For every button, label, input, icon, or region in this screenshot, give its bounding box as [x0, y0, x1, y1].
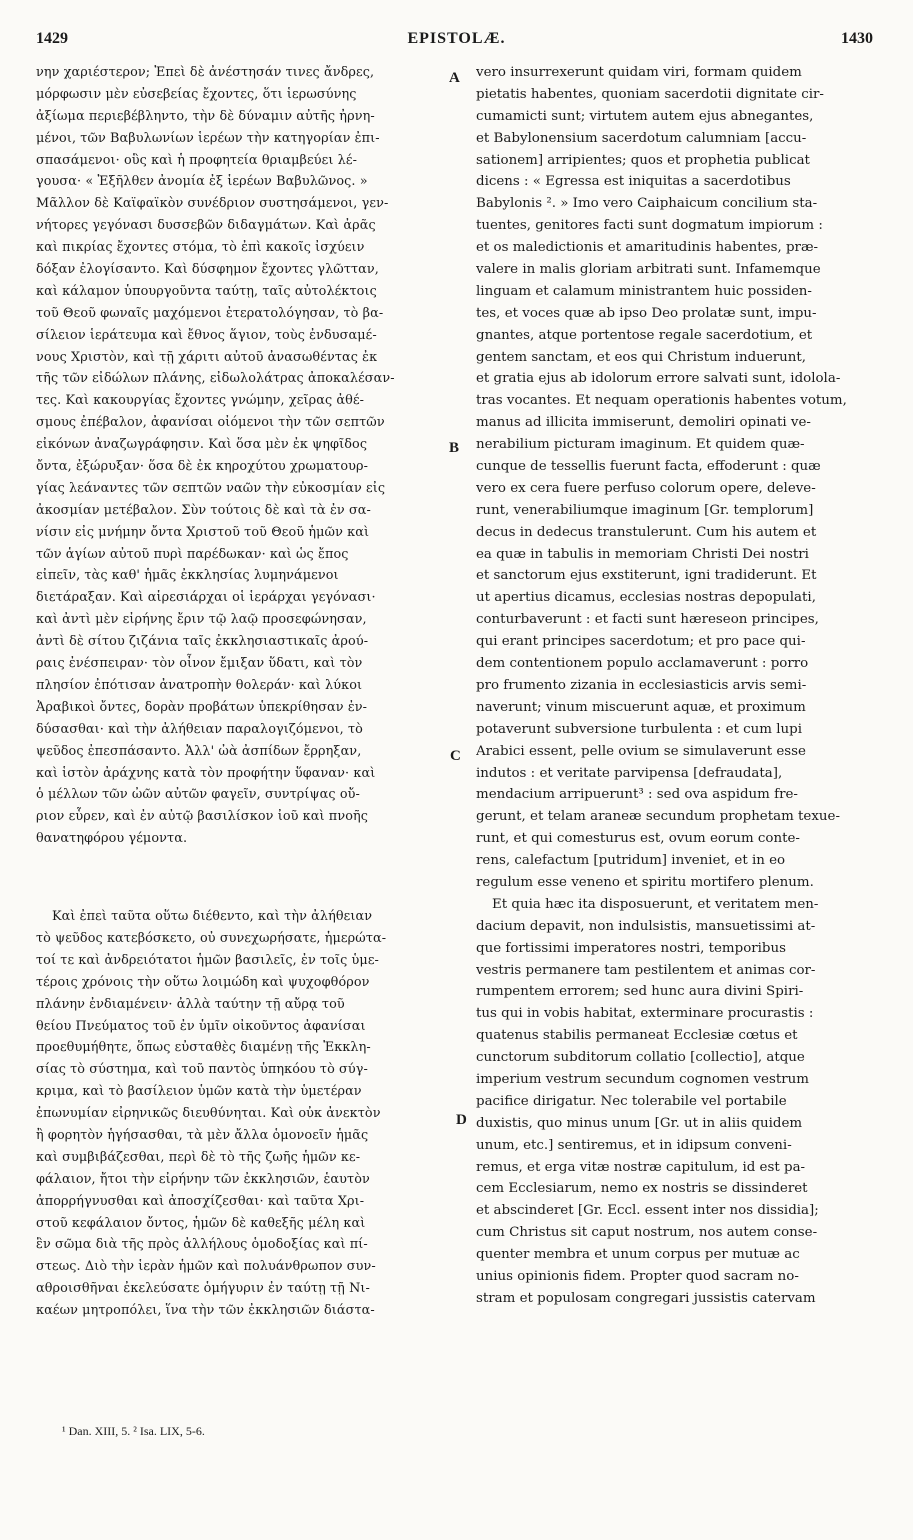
margin-marker-b: B	[449, 440, 460, 456]
text-line: διετάραξαν. Καὶ αἱρεσιάρχαι οἱ ἱεράρχαι γεγόνασι·	[36, 590, 376, 606]
text-line: vestris permanere tam pestilentem et animas cor-	[476, 962, 816, 978]
text-line: τοί τε καὶ ἀνδρειότατοι ἡμῶν βασιλεῖς, ἐν τοῖς ὑμε-	[36, 952, 379, 968]
greek-column	[36, 62, 461, 1322]
text-line: dem contentionem populo acclamaverunt : porro	[476, 656, 809, 672]
text-line: tras vocantes. Et nequam operationis habentes votum,	[476, 393, 847, 409]
text-line: et gratia ejus ab idolorum errore salvati sunt, idolola-	[476, 371, 841, 387]
greek-paragraph-2	[36, 906, 461, 1322]
footnote: ¹ Dan. XIII, 5. ² Isa. LIX, 5-6.	[62, 1424, 205, 1438]
text-line: linguam et calamum ministrantem huic possiden-	[476, 283, 812, 299]
text-line: ριον εὗρεν, καὶ ἐν αὐτῷ βασιλίσκον ἰοῦ καὶ πνοῆς	[36, 809, 369, 825]
text-line: decus in dedecus transtulerunt. Cum his autem et	[476, 524, 817, 540]
text-line: τέροις χρόνοις τὴν οὕτω λοιμώδη καὶ ψυχοφθόρον	[36, 974, 370, 990]
text-line: valere in malis gloriam arbitrati sunt. Infamemque	[476, 262, 821, 278]
text-line: dacium depavit, non indulsistis, mansuetissimi at-	[476, 918, 816, 934]
text-line: pietatis habentes, quoniam sacerdotii dignitate cir-	[476, 86, 824, 102]
text-line: unum, etc.] sentiremus, et in idipsum conveni-	[476, 1137, 792, 1153]
text-line: νίσιν εἰς μνήμην ὄντα Χριστοῦ τοῦ Θεοῦ ἡμῶν καὶ	[36, 524, 370, 540]
text-line: νην χαριέστερον; Ἐπεὶ δὲ ἀνέστησάν τινες ἄνδρες,	[36, 65, 375, 80]
text-line: sationem] arripientes; quos et prophetia publicat	[476, 152, 810, 168]
text-line: ut apertius dicamus, ecclesias nostras depopulati,	[476, 590, 816, 606]
text-line: ἀντὶ δὲ σίτου ζιζάνια ταῖς ἐκκλησιαστικαῖς ἀρού-	[36, 634, 369, 650]
text-line: remus, et erga vitæ nostræ capitulum, id est pa-	[476, 1159, 806, 1175]
text-line: δύσασθαι· καὶ τὴν ἀλήθειαν παραλογιζόμενοι, τὸ	[36, 721, 363, 737]
text-line: et os maledictionis et amaritudinis habentes, præ-	[476, 240, 819, 256]
latin-paragraph-2	[476, 894, 878, 1310]
text-line: gentem sanctam, et eos qui Christum induerunt,	[476, 349, 807, 365]
text-line: Babylonis ². » Imo vero Caiphaicum concilium sta-	[476, 196, 818, 212]
text-line: gerunt, et telam araneæ secundum prophetam texue-	[476, 809, 840, 825]
text-line: mendacium arripuerunt³ : sed ova aspidum fre-	[476, 787, 798, 803]
page-number-left: 1429	[36, 30, 68, 47]
text-line: νήτορες γεγόνασι δυσσεβῶν διδαγμάτων. Καὶ ἀρᾶς	[36, 218, 376, 234]
text-line: tus qui in vobis habitat, exterminare procurastis :	[476, 1006, 814, 1022]
text-line: αθροισθῆναι ἐκελεύσατε ὁμήγυριν ἐν ταύτῃ τῇ Νι-	[36, 1281, 370, 1297]
page-number-right: 1430	[841, 30, 873, 47]
text-line: dicens : « Egressa est iniquitas a sacerdotibus	[476, 174, 791, 190]
text-line: duxistis, quo minus unum [Gr. ut in aliis quidem	[476, 1115, 803, 1131]
greek-paragraph-1	[36, 62, 461, 850]
text-line: ἢ φορητὸν ἡγήσασθαι, τὰ μὲν ἄλλα ὁμονοεῖν ἡμᾶς	[36, 1127, 369, 1143]
text-line: ἓν σῶμα διὰ τῆς πρὸς ἀλλήλους ὁμοδοξίας καὶ πί-	[36, 1237, 368, 1253]
text-line: cum Christus sit caput nostrum, nos autem conse-	[476, 1225, 818, 1241]
text-line: ψεῦδος ἐπεσπάσαντο. Ἀλλ' ὠὰ ἀσπίδων ἔρρηξαν,	[36, 743, 362, 759]
text-line: ὁ μέλλων τῶν ὠῶν αὐτῶν φαγεῖν, συντρίψας οὔ-	[36, 787, 360, 803]
text-line: γουσα· « Ἐξῆλθεν ἀνομία ἐξ ἱερέων Βαβυλῶνος. »	[36, 174, 368, 190]
text-line: σπασάμενοι· οὓς καὶ ἡ προφητεία θριαμβεύει λέ-	[36, 152, 358, 168]
text-line: quatenus stabilis permaneat Ecclesiæ cœtus et	[476, 1028, 798, 1044]
text-line: regulum esse veneno et spiritu mortifero plenum.	[476, 874, 814, 890]
running-title: EPISTOLÆ.	[407, 30, 506, 47]
text-line: καέων μητροπόλει, ἵνα τὴν τῶν ἐκκλησιῶν διάστα-	[36, 1303, 375, 1319]
text-line: θείου Πνεύματος τοῦ ἐν ὑμῖν οἰκοῦντος ἀφανίσαι	[36, 1018, 366, 1034]
text-line: κριμα, καὶ τὸ βασίλειον ὑμῶν κατὰ τὴν ὑμετέραν	[36, 1084, 362, 1100]
text-line: ἀκοσμίαν μετέβαλον. Σὺν τούτοις δὲ καὶ τὰ ἐν σα-	[36, 502, 371, 518]
text-line: τῆς τῶν εἰδώλων πλάνης, εἰδωλολάτρας ἀποκαλέσαν-	[36, 371, 395, 387]
text-line: μόρφωσιν μὲν εὐσεβείας ἔχοντες, ὅτι ἱερωσύνης	[36, 86, 357, 102]
text-line: στεως. Διὸ τὴν ἱερὰν ἡμῶν καὶ πολυάνθρωπον συν-	[36, 1259, 376, 1275]
latin-column	[476, 62, 878, 1310]
text-line: et Babylonensium sacerdotum calumniam [accu-	[476, 130, 807, 146]
text-line: et abscinderet [Gr. Eccl. essent inter nos dissidia];	[476, 1203, 819, 1219]
text-line: τῶν ἁγίων αὐτοῦ πυρὶ παρέδωκαν· καὶ ὡς ἔπος	[36, 546, 349, 562]
text-line: nerabilium picturam imaginum. Et quidem quæ-	[476, 437, 805, 453]
text-line: ἀξίωμα περιεβέβληντο, τὴν δὲ δύναμιν αὐτῆς ἠρνη-	[36, 108, 375, 124]
text-line: cem Ecclesiarum, nemo ex nostris se dissinderet	[476, 1181, 808, 1197]
text-line: εἰπεῖν, τὰς καθ' ἡμᾶς ἐκκλησίας λυμηνάμενοι	[36, 568, 339, 584]
text-line: ἐπωνυμίαν εἰρηνικῶς διευθύνηται. Καὶ οὐκ ἀνεκτὸν	[36, 1106, 381, 1122]
text-line: σμους ἐπέβαλον, ἀφανίσαι οἰόμενοι τὴν τῶν σεπτῶν	[36, 415, 385, 431]
text-line: gnantes, atque portentose regale sacerdotium, et	[476, 327, 813, 343]
latin-paragraph-1	[476, 62, 878, 894]
text-line: indutos : et veritate parvipensa [defraudata],	[476, 765, 783, 781]
text-line: σίλειον ἱεράτευμα καὶ ἔθνος ἅγιον, τοὺς ἐνδυσαμέ-	[36, 327, 377, 343]
text-line: ὄντα, ἐξώρυξαν· ὅσα δὲ ἐκ κηροχύτου χρωματουρ-	[36, 459, 369, 475]
text-line: θανατηφόρου γέμοντα.	[36, 831, 188, 847]
text-line: qui erant principes sacerdotum; et pro pace qui-	[476, 634, 806, 650]
text-line: στοῦ κεφάλαιον ὄντος, ἡμῶν δὲ καθεξῆς μέλη καὶ	[36, 1215, 366, 1231]
text-line: rumpentem errorem; sed hunc aura divini Spiri-	[476, 984, 804, 1000]
text-line: μένοι, τῶν Βαβυλωνίων ἱερέων τὴν κατηγορίαν ἐπι-	[36, 130, 380, 146]
text-line: rens, calefactum [putridum] inveniet, et in eo	[476, 853, 786, 869]
text-line: vero ex cera fuere perfuso colorum opere, deleve-	[476, 480, 816, 496]
text-line: tuentes, genitores facti sunt dogmatum impiorum :	[476, 218, 823, 234]
text-line: τες. Καὶ κακουργίας ἔχοντες γνώμην, χεῖρας ἀθέ-	[36, 393, 365, 409]
text-line: Et quia hæc ita disposuerunt, et veritatem men-	[492, 896, 819, 912]
text-line: unius opinionis fidem. Propter quod sacram no-	[476, 1268, 799, 1284]
text-line: δόξαν ἐλογίσαντο. Καὶ δύσφημον ἔχοντες γλῶτταν,	[36, 262, 379, 278]
text-line: νους Χριστὸν, καὶ τῇ χάριτι αὐτοῦ ἀνασωθέντας ἐκ	[36, 349, 378, 365]
text-line: ἀπορρήγνυσθαι καὶ ἀποσχίζεσθαι· καὶ ταῦτα Χρι-	[36, 1193, 365, 1209]
text-line: runt, venerabiliumque imaginum [Gr. templorum]	[476, 502, 814, 518]
text-line: πλησίον ἐπότισαν ἀνατροπὴν θολεράν· καὶ λύκοι	[36, 677, 363, 693]
text-line: Καὶ ἐπεὶ ταῦτα οὕτω διέθεντο, καὶ τὴν ἀλήθειαν	[52, 909, 373, 925]
text-line: conturbaverunt : et facti sunt hæreseon principes,	[476, 612, 819, 628]
text-line: φάλαιον, ἤτοι τὴν εἰρήνην τῶν ἐκκλησιῶν, ἑαυτὸν	[36, 1171, 370, 1187]
text-line: καὶ κάλαμον ὑπουργοῦντα ταύτῃ, ταῖς αὐτολέκτοις	[36, 283, 377, 299]
margin-marker-d: D	[456, 1112, 467, 1128]
text-line: quenter membra et unum corpus per mutuæ ac	[476, 1247, 800, 1263]
text-line: potaverunt subversione turbulenta : et cum lupi	[476, 721, 802, 737]
text-line: πλάνην ἐνδιαμένειν· ἀλλὰ ταύτην τῇ αὔρᾳ τοῦ	[36, 996, 345, 1012]
text-line: γίας λεάναντες τῶν σεπτῶν ναῶν τὴν εὐκοσμίαν εἰς	[36, 480, 386, 496]
text-line: pacifice dirigatur. Nec tolerabile vel portabile	[476, 1093, 787, 1109]
text-line: cunque de tessellis fuerunt facta, effoderunt : quæ	[476, 459, 821, 475]
margin-marker-c: C	[450, 748, 461, 764]
text-line: que fortissimi imperatores nostri, temporibus	[476, 940, 787, 956]
text-line: καὶ ἱστὸν ἀράχνης κατὰ τὸν προφήτην ὕφαναν· καὶ	[36, 765, 376, 781]
text-line: Arabici essent, pelle ovium se simulaverunt esse	[476, 743, 806, 759]
text-line: vero insurrexerunt quidam viri, formam quidem	[476, 65, 802, 80]
text-line: naverunt; vinum miscuerunt aquæ, et proximum	[476, 699, 806, 715]
margin-marker-a: A	[449, 70, 460, 86]
text-line: προεθυμήθητε, ὅπως εὐσταθὲς διαμένῃ τῆς Ἐκκλη-	[36, 1040, 371, 1056]
text-line: imperium vestrum secundum cognomen vestrum	[476, 1071, 809, 1087]
text-line: pro frumento zizania in ecclesiasticis arvis semi-	[476, 677, 807, 693]
text-line: ραις ἐνέσπειραν· τὸν οἶνον ἔμιξαν ὕδατι, καὶ τὸν	[36, 656, 363, 672]
text-line: σίας τὸ σύστημα, καὶ τοῦ παντὸς ὑπηκόου τὸ σύγ-	[36, 1062, 368, 1078]
text-line: καὶ πικρίας ἔχοντες στόμα, τὸ ἐπὶ κακοῖς ἰσχύειν	[36, 240, 365, 256]
text-line: εἰκόνων ἀναζωγράφησιν. Καὶ ὅσα μὲν ἐκ ψηφῖδος	[36, 437, 368, 453]
text-line: cunctorum subditorum collatio [collectio], atque	[476, 1050, 805, 1066]
text-line: καὶ συμβιβάζεσθαι, περὶ δὲ τὸ τῆς ζωῆς ἡμῶν κε-	[36, 1149, 361, 1165]
text-line: τοῦ Θεοῦ φωναῖς μαχόμενοι ἐτερατολόγησαν, τὸ βα-	[36, 305, 384, 321]
text-line: stram et populosam congregari jussistis catervam	[476, 1290, 816, 1306]
text-line: tes, et voces quæ ab ipso Deo prolatæ sunt, impu-	[476, 305, 817, 321]
text-line: καὶ ἀντὶ μὲν εἰρήνης ἔριν τῷ λαῷ προσεφώνησαν,	[36, 612, 367, 628]
text-line: manus ad illicita immiserunt, demoliri opinati ve-	[476, 415, 811, 431]
text-line: Μᾶλλον δὲ Καϊφαϊκὸν συνέδριον συστησάμενοι, γεν-	[36, 196, 389, 212]
text-line: Ἀραβικοὶ ὄντες, δορὰν προβάτων ὑπεκρίθησαν ἐν-	[36, 699, 368, 715]
text-line: et sanctorum ejus exstiterunt, igni tradiderunt. Et	[476, 568, 817, 584]
text-line: runt, et qui comesturus est, ovum eorum conte-	[476, 831, 800, 847]
text-line: τὸ ψεῦδος κατεβόσκετο, οὐ συνεχωρήσατε, ἡμερώτα-	[36, 930, 387, 946]
text-line: cumamicti sunt; virtutem autem ejus abnegantes,	[476, 108, 814, 124]
text-line: ea quæ in tabulis in memoriam Christi Dei nostri	[476, 546, 809, 562]
